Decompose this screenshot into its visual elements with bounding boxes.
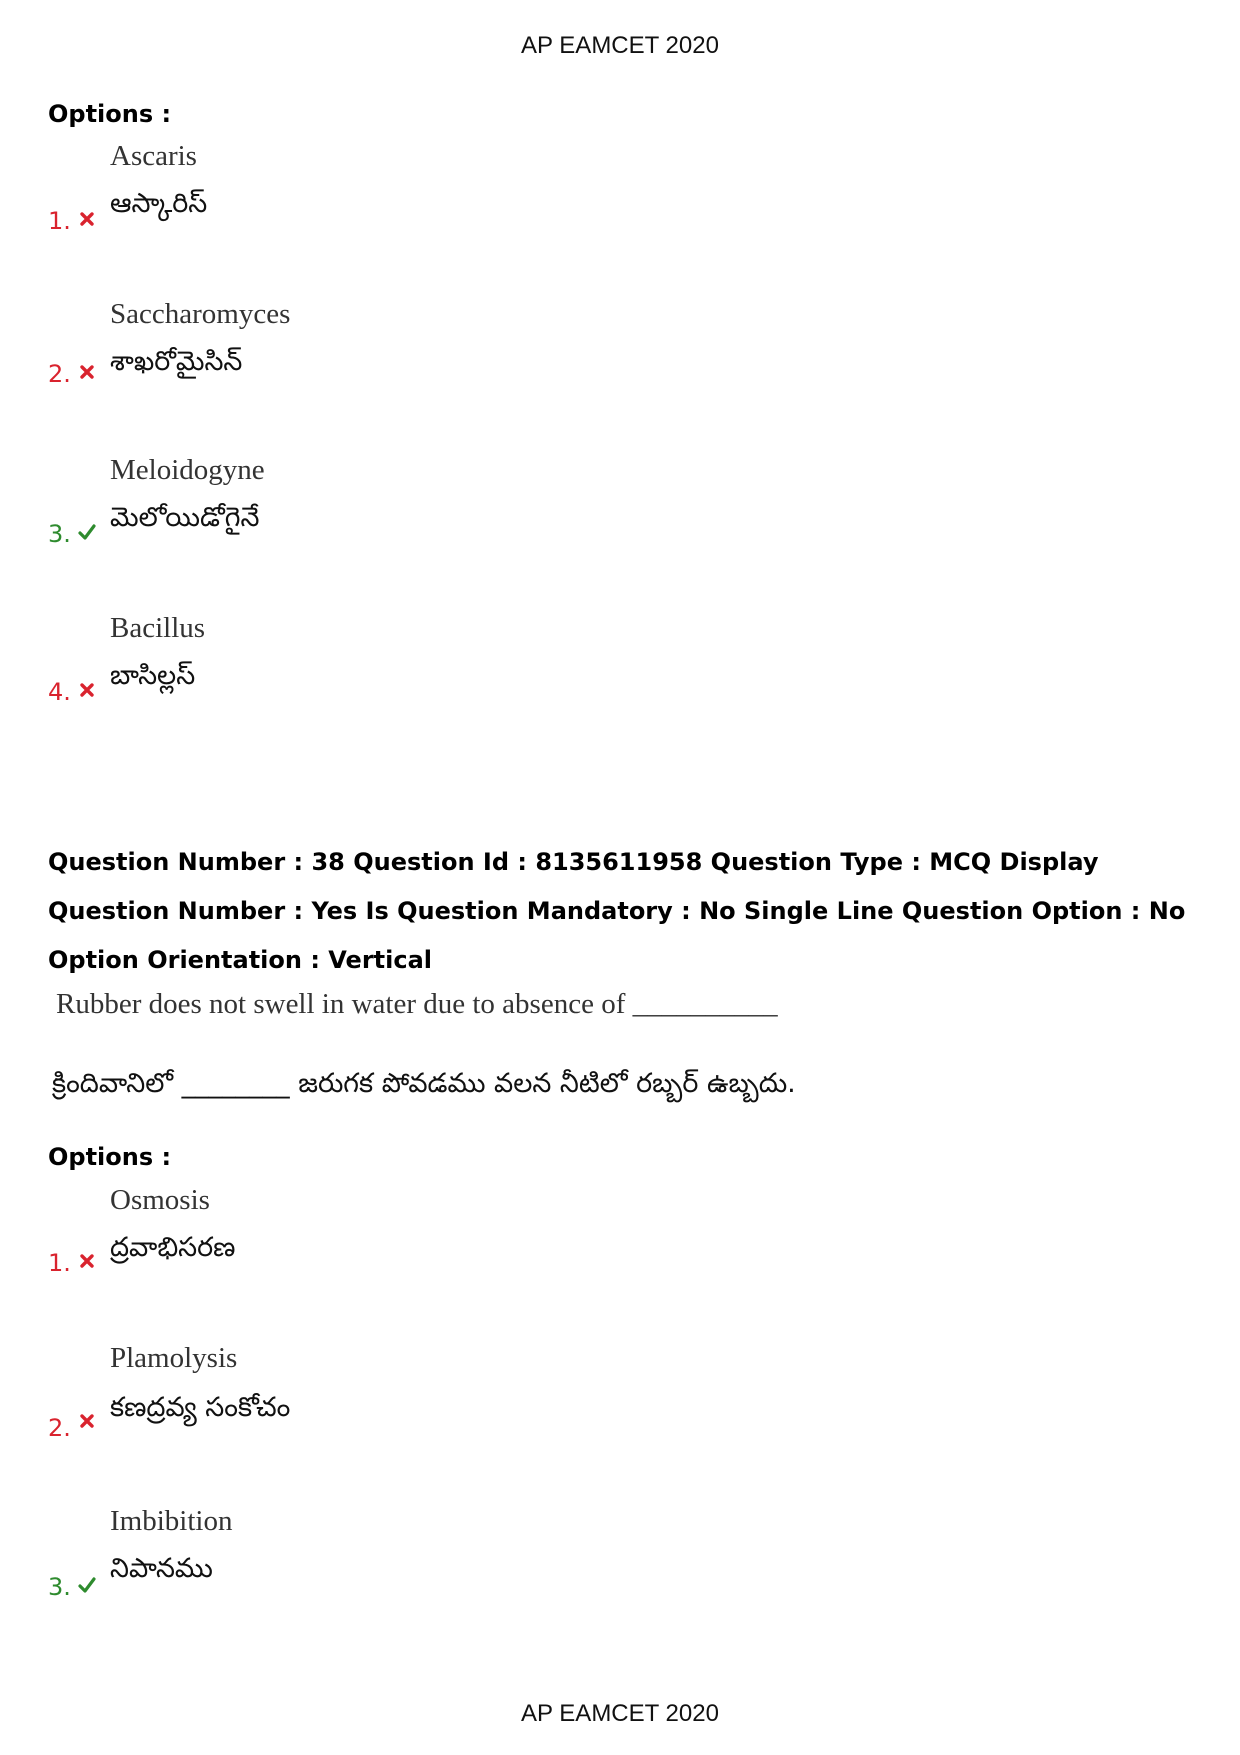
check-icon: [78, 523, 96, 541]
option-telugu: మెలోయిడోగైనే: [110, 502, 260, 533]
option-number: 3.: [48, 1573, 71, 1601]
check-icon: [78, 1576, 96, 1594]
cross-icon: [78, 210, 96, 228]
option-telugu: శాఖరోమైసిన్: [110, 346, 243, 377]
question-metadata: Question Number : 38 Question Id : 8135611958 Question Type : MCQ Display Question Number : Yes Is Question Mandatory : No Single Line Question Option : No Option Orientation : Vertical: [48, 848, 1186, 974]
option-telugu: నిపానము: [110, 1553, 213, 1584]
question-text-telugu: క్రిందివానిలో ________ జరుగక పోవడము వలన నీటిలో రబ్బర్ ఉబ్బదు.: [52, 1068, 796, 1099]
option-number: 2.: [48, 360, 71, 388]
cross-icon: [78, 363, 96, 381]
option-english: Saccharomyces: [110, 298, 291, 330]
option-english: Ascaris: [110, 140, 197, 172]
cross-icon: [78, 1412, 96, 1430]
option-telugu: ఆస్కారిస్: [110, 188, 208, 219]
cross-icon: [78, 681, 96, 699]
page-header: AP EAMCET 2020: [521, 32, 719, 59]
options-label: Options :: [48, 100, 172, 128]
option-english: Imbibition: [110, 1505, 233, 1537]
option-number: 2.: [48, 1414, 71, 1442]
option-english: Osmosis: [110, 1184, 210, 1216]
option-english: Bacillus: [110, 612, 206, 644]
option-number: 3.: [48, 520, 71, 548]
option-english: Meloidogyne: [110, 454, 265, 486]
option-telugu: ద్రవాభిసరణ: [110, 1232, 236, 1263]
option-telugu: కణద్రవ్య సంకోచం: [110, 1392, 291, 1423]
option-number: 1.: [48, 207, 71, 235]
option-english: Plamolysis: [110, 1342, 238, 1374]
option-number: 4.: [48, 678, 71, 706]
option-number: 1.: [48, 1249, 71, 1277]
page-footer: AP EAMCET 2020: [521, 1700, 719, 1727]
question-text-english: Rubber does not swell in water due to absence of __________: [56, 988, 778, 1020]
option-telugu: బాసిల్లస్: [110, 660, 196, 691]
options-label: Options :: [48, 1143, 172, 1171]
cross-icon: [78, 1252, 96, 1270]
